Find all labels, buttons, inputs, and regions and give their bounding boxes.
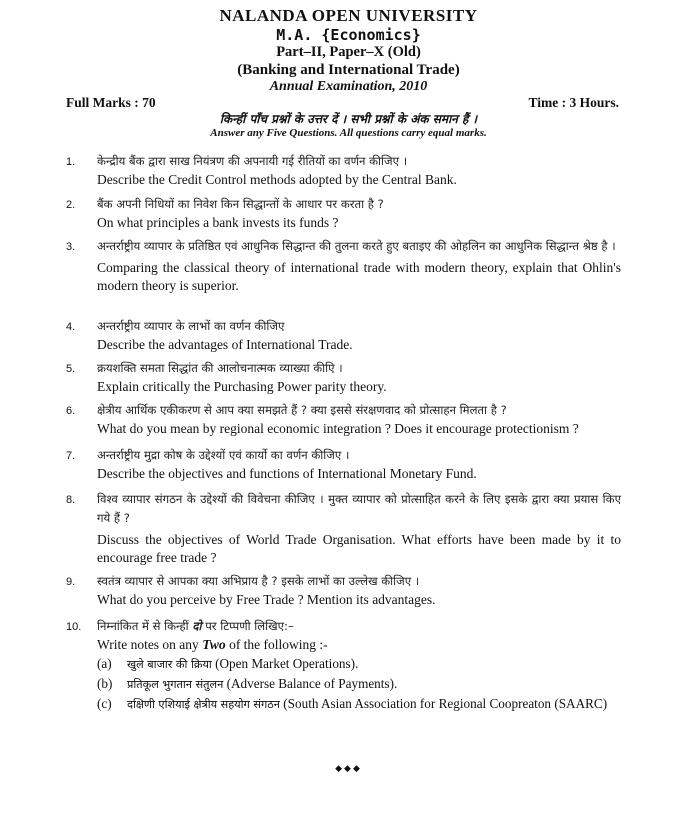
q10-hindi-post: पर टिप्पणी लिखिए:– [201, 619, 294, 633]
sub-item-label: (c) [97, 696, 112, 711]
question-english: Discuss the objectives of World Trade Organisation. What efforts have been made by it to encourage free trade ? [97, 532, 621, 565]
full-marks: Full Marks : 70 [66, 95, 156, 110]
question-1 [66, 152, 621, 189]
paper-title: Part–II, Paper–X (Old) [276, 44, 421, 60]
sub-item-english: (Open Market Operations). [211, 656, 359, 671]
subject-title: (Banking and International Trade) [237, 62, 460, 78]
question-hindi: अन्तर्राष्ट्रीय व्यापार के लाभों का वर्णन कीजिए [97, 319, 285, 333]
question-number: 7. [66, 450, 76, 462]
sub-item-english: (Adverse Balance of Payments). [223, 676, 398, 691]
end-ornament: ◆◆◆ [335, 763, 362, 773]
exam-time: Time : 3 Hours. [528, 95, 619, 110]
question-english: Explain critically the Purchasing Power parity theory. [97, 379, 387, 394]
q10-english-bold: Two [202, 637, 226, 652]
question-number: 8. [66, 494, 76, 506]
sub-item-hindi: खुले बाजार की क्रिया [127, 658, 212, 671]
sub-item-english: (South Asian Association for Regional Coopreaton (SAARC) [279, 696, 608, 711]
question-english: Describe the advantages of International Trade. [97, 337, 353, 352]
question-3 [66, 237, 621, 295]
question-8 [66, 490, 621, 567]
question-hindi [97, 617, 621, 636]
question-english: On what principles a bank invests its funds ? [97, 215, 339, 230]
question-hindi: अन्तर्राष्ट्रीय मुद्रा कोष के उद्देश्यों एवं कार्यो का वर्णन कीजिए । [97, 448, 350, 462]
question-english: Describe the Credit Control methods adopted by the Central Bank. [97, 172, 457, 187]
sub-item-b [97, 674, 621, 694]
sub-item-hindi: दक्षिणी एशियाई क्षेत्रीय सहयोग संगठन [127, 698, 280, 711]
question-hindi: क्षेत्रीय आर्थिक एकीकरण से आप क्या समझते हैं ? क्या इससे संरक्षणवाद को प्रोत्साहन मिलता है ? [97, 403, 507, 417]
question-number: 3. [66, 241, 76, 253]
q10-hindi-bold: दो [192, 619, 202, 633]
sub-item-a [97, 654, 621, 674]
question-number: 1. [66, 156, 76, 168]
sub-item-label: (b) [97, 676, 113, 691]
question-hindi: केन्द्रीय बैंक द्वारा साख नियंत्रण की अपनायी गई रीतियों का वर्णन कीजिए । [97, 154, 408, 168]
instruction-hindi: किन्हीं पाँच प्रश्नों के उत्तर दें । सभी प्रश्नों के अंक समान हैं । [219, 112, 478, 126]
question-english [97, 636, 621, 654]
question-4 [66, 317, 621, 354]
question-7 [66, 446, 621, 483]
question-english: Describe the objectives and functions of International Monetary Fund. [97, 466, 477, 481]
question-hindi: बैंक अपनी निधियों का निवेश किन सिद्धान्तों के आधार पर करता है ? [97, 197, 384, 211]
question-number: 6. [66, 405, 76, 417]
sub-item-c [97, 694, 621, 714]
question-english: What do you mean by regional economic integration ? Does it encourage protectionism ? [97, 421, 579, 436]
instruction-english: Answer any Five Questions. All questions carry equal marks. [210, 127, 487, 139]
question-number: 4. [66, 321, 76, 333]
question-2 [66, 195, 621, 232]
question-number: 10. [66, 621, 82, 633]
question-9 [66, 572, 621, 609]
question-english: Comparing the classical theory of international trade with modern theory, explain that Ohlin's modern theory is superior. [97, 260, 621, 293]
university-name: NALANDA OPEN UNIVERSITY [219, 6, 478, 25]
q10-english-post: of the following :- [225, 637, 328, 652]
question-5 [66, 359, 621, 396]
sub-item-label: (a) [97, 656, 112, 671]
question-6 [66, 401, 621, 438]
question-hindi: क्रयशक्ति समता सिद्धांत की आलोचनात्मक व्याख्या कीएि । [97, 361, 343, 375]
q10-english-pre: Write notes on any [97, 637, 203, 652]
question-hindi: अन्तर्राष्ट्रीय व्यापार के प्रतिष्ठित एवं आधुनिक सिद्धान्त की तुलना करते हुए बताइए की ओहलिन का आधुनिक सिद्धान्त श्रेष्ठ है । [97, 239, 616, 253]
question-hindi: विश्व व्यापार संगठन के उद्देश्यों की विवेचना कीजिए । मुक्त व्यापार को प्रोत्साहित करने के लिए इसके द्वारा क्या प्रयास किए गये हैं ? [97, 492, 621, 525]
question-number: 2. [66, 199, 76, 211]
sub-item-hindi: प्रतिकूल भुगतान संतुलन [127, 678, 224, 691]
question-english: What do you perceive by Free Trade ? Mention its advantages. [97, 592, 436, 607]
exam-title: Annual Examination, 2010 [269, 79, 428, 94]
question-hindi: स्वतंत्र व्यापार से आपका क्या अभिप्राय है ? इसके लाभों का उल्लेख कीजिए । [97, 574, 420, 588]
course-title: M.A. {Economics} [276, 26, 421, 44]
question-10 [66, 617, 621, 714]
question-number: 5. [66, 363, 76, 375]
q10-hindi-pre: निम्नांकित में से किन्हीं [97, 619, 193, 633]
question-number: 9. [66, 576, 76, 588]
